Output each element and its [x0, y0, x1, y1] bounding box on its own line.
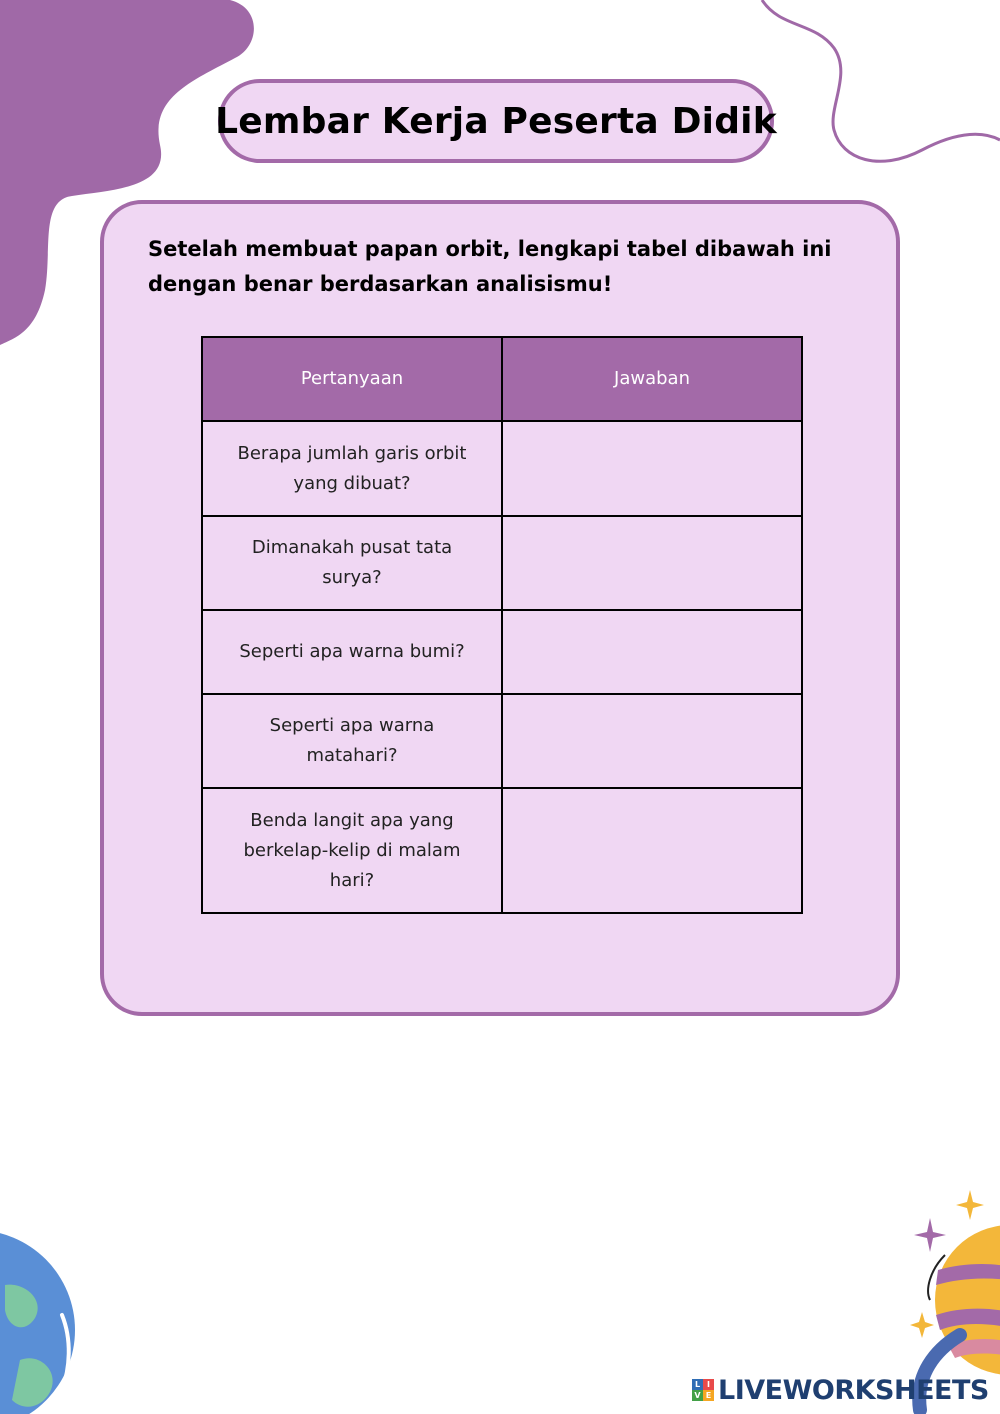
- worksheet-title: Lembar Kerja Peserta Didik: [215, 100, 777, 142]
- wavy-line-decoration: [762, 0, 1000, 161]
- column-header-question: Pertanyaan: [202, 337, 502, 421]
- question-answer-table: [201, 336, 803, 914]
- logo-letter: E: [703, 1390, 714, 1401]
- table-row: [202, 788, 802, 913]
- answer-field[interactable]: [502, 610, 802, 694]
- column-header-answer: Jawaban: [502, 337, 802, 421]
- sparkle-icon: [914, 1218, 946, 1252]
- question-cell: Seperti apa warna bumi?: [202, 610, 502, 694]
- answer-field[interactable]: [502, 421, 802, 516]
- table-row: [202, 610, 802, 694]
- question-cell: Seperti apa warna matahari?: [202, 694, 502, 788]
- table-row: [202, 694, 802, 788]
- liveworksheets-branding: [692, 1374, 989, 1406]
- answer-field[interactable]: [502, 788, 802, 913]
- logo-letter: L: [692, 1379, 703, 1390]
- question-cell: Dimanakah pusat tata surya?: [202, 516, 502, 610]
- logo-letter: I: [703, 1379, 714, 1390]
- table-row: [202, 516, 802, 610]
- question-cell: Benda langit apa yang berkelap-kelip di malam hari?: [202, 788, 502, 913]
- logo-letter: V: [692, 1390, 703, 1401]
- question-cell: Berapa jumlah garis orbit yang dibuat?: [202, 421, 502, 516]
- answer-field[interactable]: [502, 694, 802, 788]
- liveworksheets-wordmark: LIVEWORKSHEETS: [718, 1374, 989, 1406]
- table-row: [202, 421, 802, 516]
- liveworksheets-logo-icon: [692, 1379, 714, 1401]
- instruction-text: Setelah membuat papan orbit, lengkapi tabel dibawah ini dengan benar berdasarkan analisismu!: [148, 237, 832, 296]
- table-header-row: [202, 337, 802, 421]
- worksheet-card: [100, 200, 900, 1016]
- answer-field[interactable]: [502, 516, 802, 610]
- earth-planet-icon: [0, 1230, 75, 1414]
- worksheet-title-banner: [215, 79, 777, 163]
